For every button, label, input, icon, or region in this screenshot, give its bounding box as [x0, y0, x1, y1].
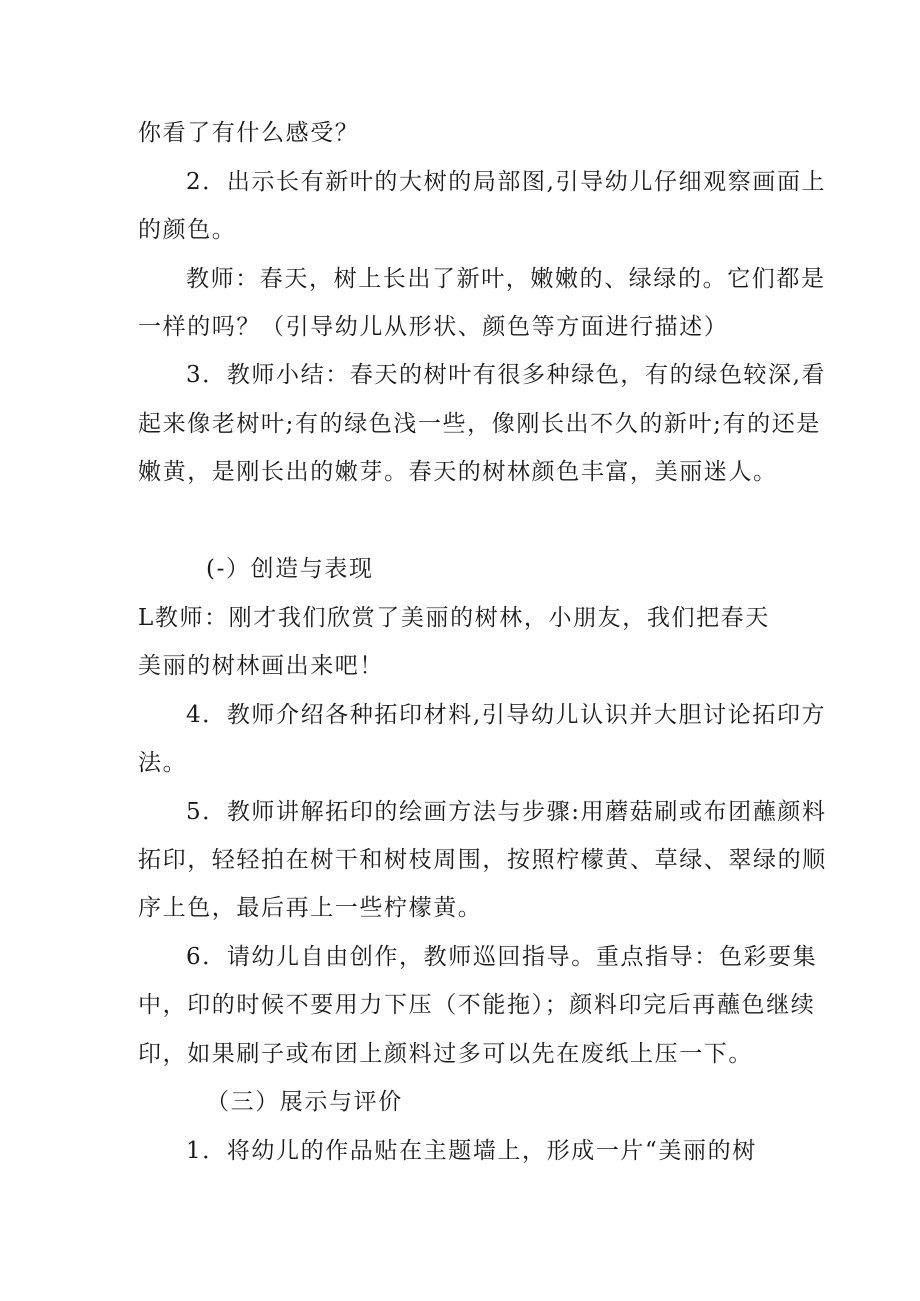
text-line: 3．教师小结：春天的树叶有很多种绿色，有的绿色较深,看 [186, 362, 827, 388]
text-line: 印，如果刷子或布团上颜料过多可以先在废纸上压一下。 [138, 1041, 753, 1067]
text-line: L教师：刚才我们欣赏了美丽的树林，小朋友，我们把春天 [138, 605, 770, 631]
text-line: 中，印的时候不要用力下压（不能拖）；颜料印完后再蘸色继续 [138, 992, 816, 1018]
text-line: 2．出示长有新叶的大树的局部图,引导幼儿仔细观察画面上 [186, 169, 827, 195]
text-line: 拓印，轻轻拍在树干和树枝周围，按照柠檬黄、草绿、翠绿的顺 [138, 847, 827, 873]
text-line: 美丽的树林画出来吧！ [138, 653, 384, 679]
text-line: 嫩黄，是刚长出的嫩芽。春天的树林颜色丰富，美丽迷人。 [138, 459, 778, 485]
text-line: 1．将幼儿的作品贴在主题墙上，形成一片“美丽的树 [186, 1138, 757, 1164]
text-line: 法。 [138, 750, 188, 776]
text-line: 序上色，最后再上一些柠檬黄。 [138, 895, 483, 921]
text-line: 5．教师讲解拓印的绘画方法与步骤:用蘑菇刷或布团蘸颜料 [186, 799, 827, 825]
section-heading: (-）创造与表现 [206, 556, 374, 582]
text-line: 的颜色。 [138, 217, 237, 243]
text-line: 4．教师介绍各种拓印材料,引导幼儿认识并大胆讨论拓印方 [186, 702, 827, 728]
text-line: 起来像老树叶;有的绿色浅一些，像刚长出不久的新叶;有的还是 [138, 411, 821, 437]
text-line: 你看了有什么感受？ [138, 120, 360, 146]
text-line: 6．请幼儿自由创作，教师巡回指导。重点指导：色彩要集 [186, 944, 818, 970]
section-heading: （三）展示与评价 [206, 1089, 403, 1115]
text-line: 教师：春天，树上长出了新叶，嫩嫩的、绿绿的。它们都是 [186, 266, 826, 292]
text-line: 一样的吗？（引导幼儿从形状、颜色等方面进行描述） [138, 314, 729, 340]
